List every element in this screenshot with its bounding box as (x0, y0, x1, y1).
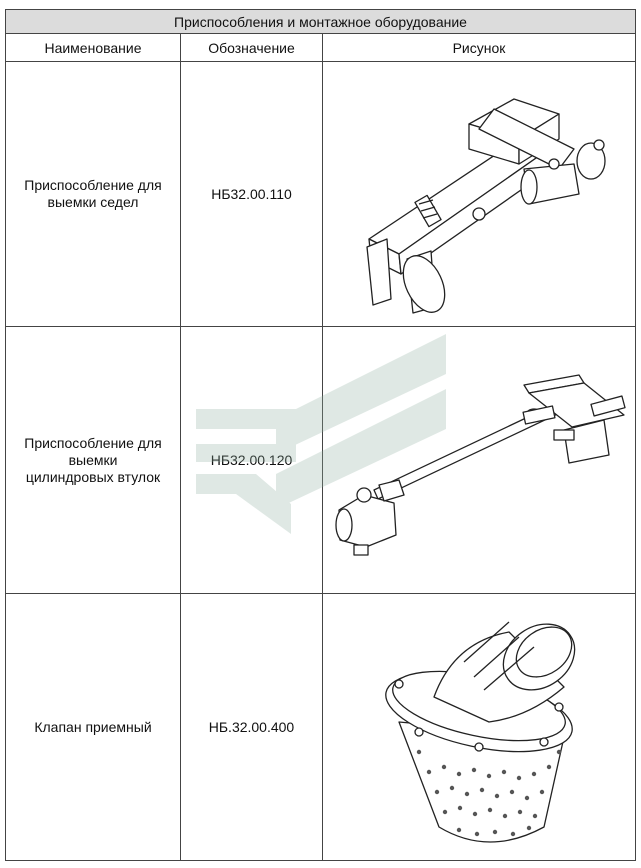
row-name: Клапан приемный (34, 718, 152, 735)
table-row (6, 327, 636, 594)
equipment-table (5, 9, 636, 861)
row-code: НБ32.00.120 (181, 327, 323, 594)
header-image: Рисунок (323, 34, 636, 62)
row-name-cell (6, 594, 181, 861)
row-name: Приспособление для выемки седел (24, 177, 162, 210)
row-name-cell (6, 62, 181, 327)
table-title: Приспособления и монтажное оборудование (6, 10, 636, 34)
header-name: Наименование (6, 34, 181, 62)
row-image-cell (323, 327, 636, 594)
row-code: НБ32.00.110 (181, 62, 323, 327)
cylinder-liner-extractor-drawing (324, 335, 634, 585)
row-name-cell (6, 327, 181, 594)
row-name: Приспособление для выемки цилиндровых втулок (24, 434, 162, 485)
row-image-cell (323, 594, 636, 861)
header-code: Обозначение (181, 34, 323, 62)
table-row (6, 62, 636, 327)
table-row (6, 594, 636, 861)
row-code: НБ.32.00.400 (181, 594, 323, 861)
seat-extractor-tool-drawing (329, 69, 629, 319)
intake-valve-strainer-drawing (359, 602, 599, 852)
row-image-cell (323, 62, 636, 327)
